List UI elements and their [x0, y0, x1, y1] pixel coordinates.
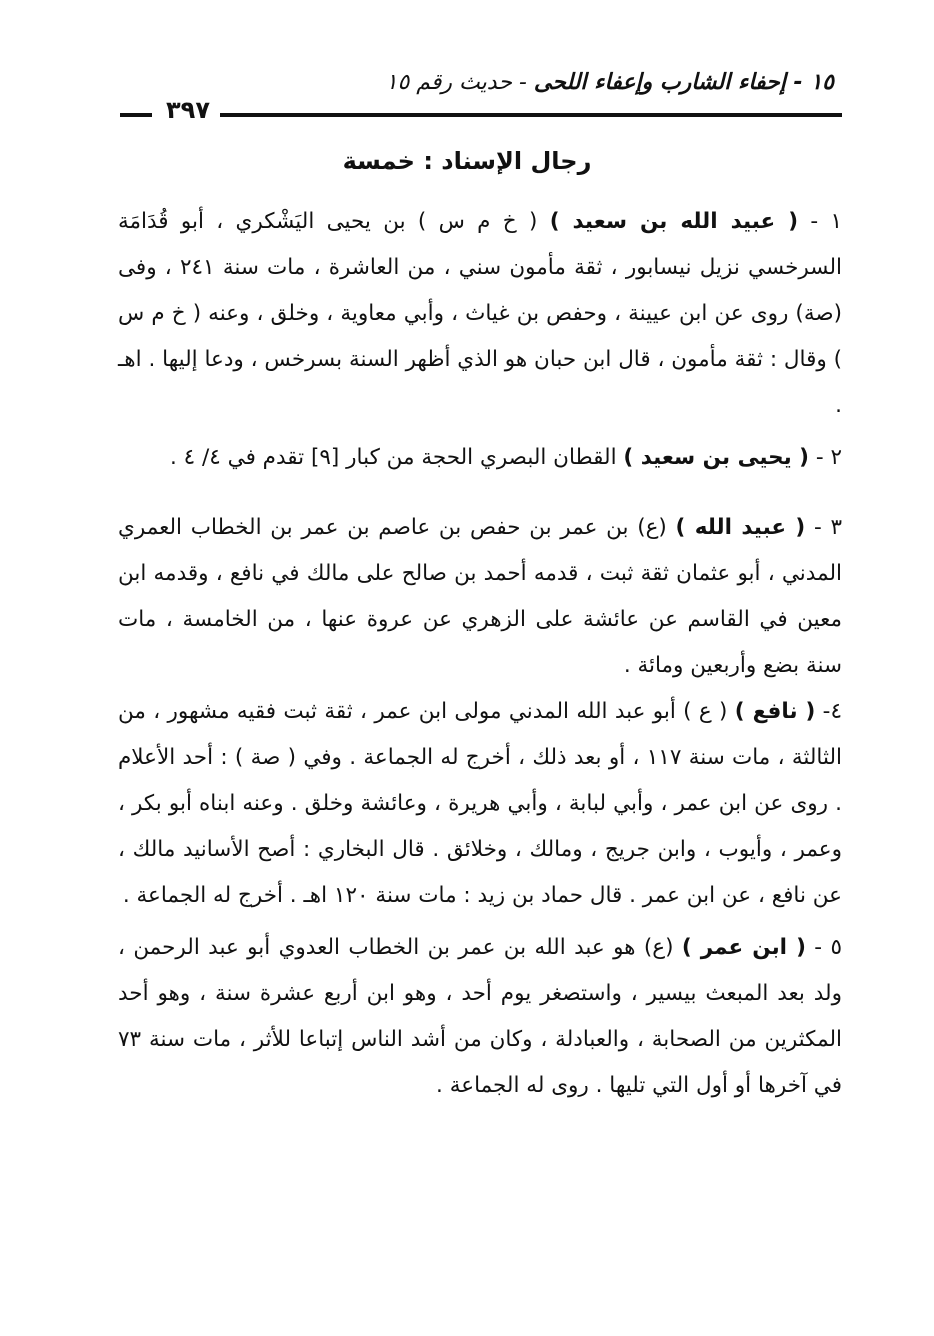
header-rule — [220, 113, 842, 117]
narrators-list — [118, 199, 842, 1109]
narrator-name: ( يحيى بن سعيد ) — [623, 445, 809, 470]
narrator-bio: ( ع ) أبو عبد الله المدني مولى ابن عمر ، ثقة ثبت فقيه مشهور ، من الثالثة ، مات سنة ١١٧ ، أو بعد ذلك ، أخرج له الجماعة . وفي ( صة ) : أحد الأعلام . روى عن ابن عمر ، وأبي لبابة ، وأبي هريرة ، وعائشة وخلق . وعنه ابناه أبو بكر ، وعمر ، وأيوب ، وابن جريج ، ومالك ، وخلائق . قال البخاري : أصح الأسانيد مالك ، عن نافع ، عن ابن عمر . قال حماد بن زيد : مات سنة ١٢٠ اهـ . أخرج له الجماعة . — [118, 699, 842, 908]
narrator-bio: القطان البصري الحجة من كبار [٩] تقدم في ٤/ ٤ . — [169, 445, 617, 470]
narrator-entry-4 — [118, 689, 842, 919]
narrator-entry-2 — [118, 435, 842, 481]
page-number: ٣٩٧ — [166, 96, 210, 124]
entry-number: ٣ - — [813, 515, 843, 540]
narrator-entry-3 — [118, 505, 842, 689]
narrator-name: ( ابن عمر ) — [681, 935, 806, 960]
narrator-name: ( نافع ) — [734, 699, 816, 724]
entry-number: ١ - — [810, 209, 843, 234]
narrator-entry-5 — [118, 925, 842, 1109]
entry-number: ٥ - — [814, 935, 842, 960]
section-title: رجال الإسناد : خمسة — [342, 147, 592, 175]
narrator-name: ( عبيد الله ) — [675, 515, 806, 540]
narrator-name: ( عبيد الله بن سعيد ) — [549, 209, 799, 234]
header-separator: - — [511, 70, 527, 95]
narrator-entry-1 — [118, 199, 842, 429]
narrator-bio: ( خ م س ) بن يحيى اليَشْكري ، أبو قُدَامَة السرخسي نزيل نيسابور ، ثقة مأمون سني ، من العاشرة ، مات سنة ٢٤١ ، وفى (صة) روى عن ابن عيينة ، وحفص بن غياث ، وأبي معاوية ، وخلق ، وعنه ( خ م س ) وقال : ثقة مأمون ، قال ابن حبان هو الذي أظهر السنة بسرخس ، ودعا إليها . اهـ . — [118, 209, 842, 418]
entry-number: ٤- — [822, 699, 842, 724]
entry-number: ٢ - — [815, 445, 842, 470]
header-section-title: ١٥ - إحفاء الشارب وإعفاء اللحى — [533, 70, 834, 95]
narrator-bio: (ع) هو عبد الله بن عمر بن الخطاب العدوي أبو عبد الرحمن ، ولد بعد المبعث بيسير ، واستصغر يوم أحد ، وهو ابن أربع عشرة سنة ، وهو أحد المكثرين من الصحابة ، والعبادلة ، وكان من أشد الناس إتباعا للأثر ، مات سنة ٧٣ في آخرها أو أول التي تليها . روى له الجماعة . — [118, 935, 842, 1098]
page-number-dash — [120, 113, 152, 117]
narrator-bio: (ع) بن عمر بن حفص بن عاصم بن عمر بن الخطاب العمري المدني ، أبو عثمان ثقة ثبت ، قدمه أحمد بن صالح على مالك في نافع ، وقدمه ابن معين في القاسم عن عائشة على الزهري عن عروة عنها ، من الخامسة ، مات سنة بضع وأربعين ومائة . — [118, 515, 842, 678]
header-hadith-ref: حديث رقم ١٥ — [385, 70, 512, 95]
running-header — [234, 70, 834, 95]
